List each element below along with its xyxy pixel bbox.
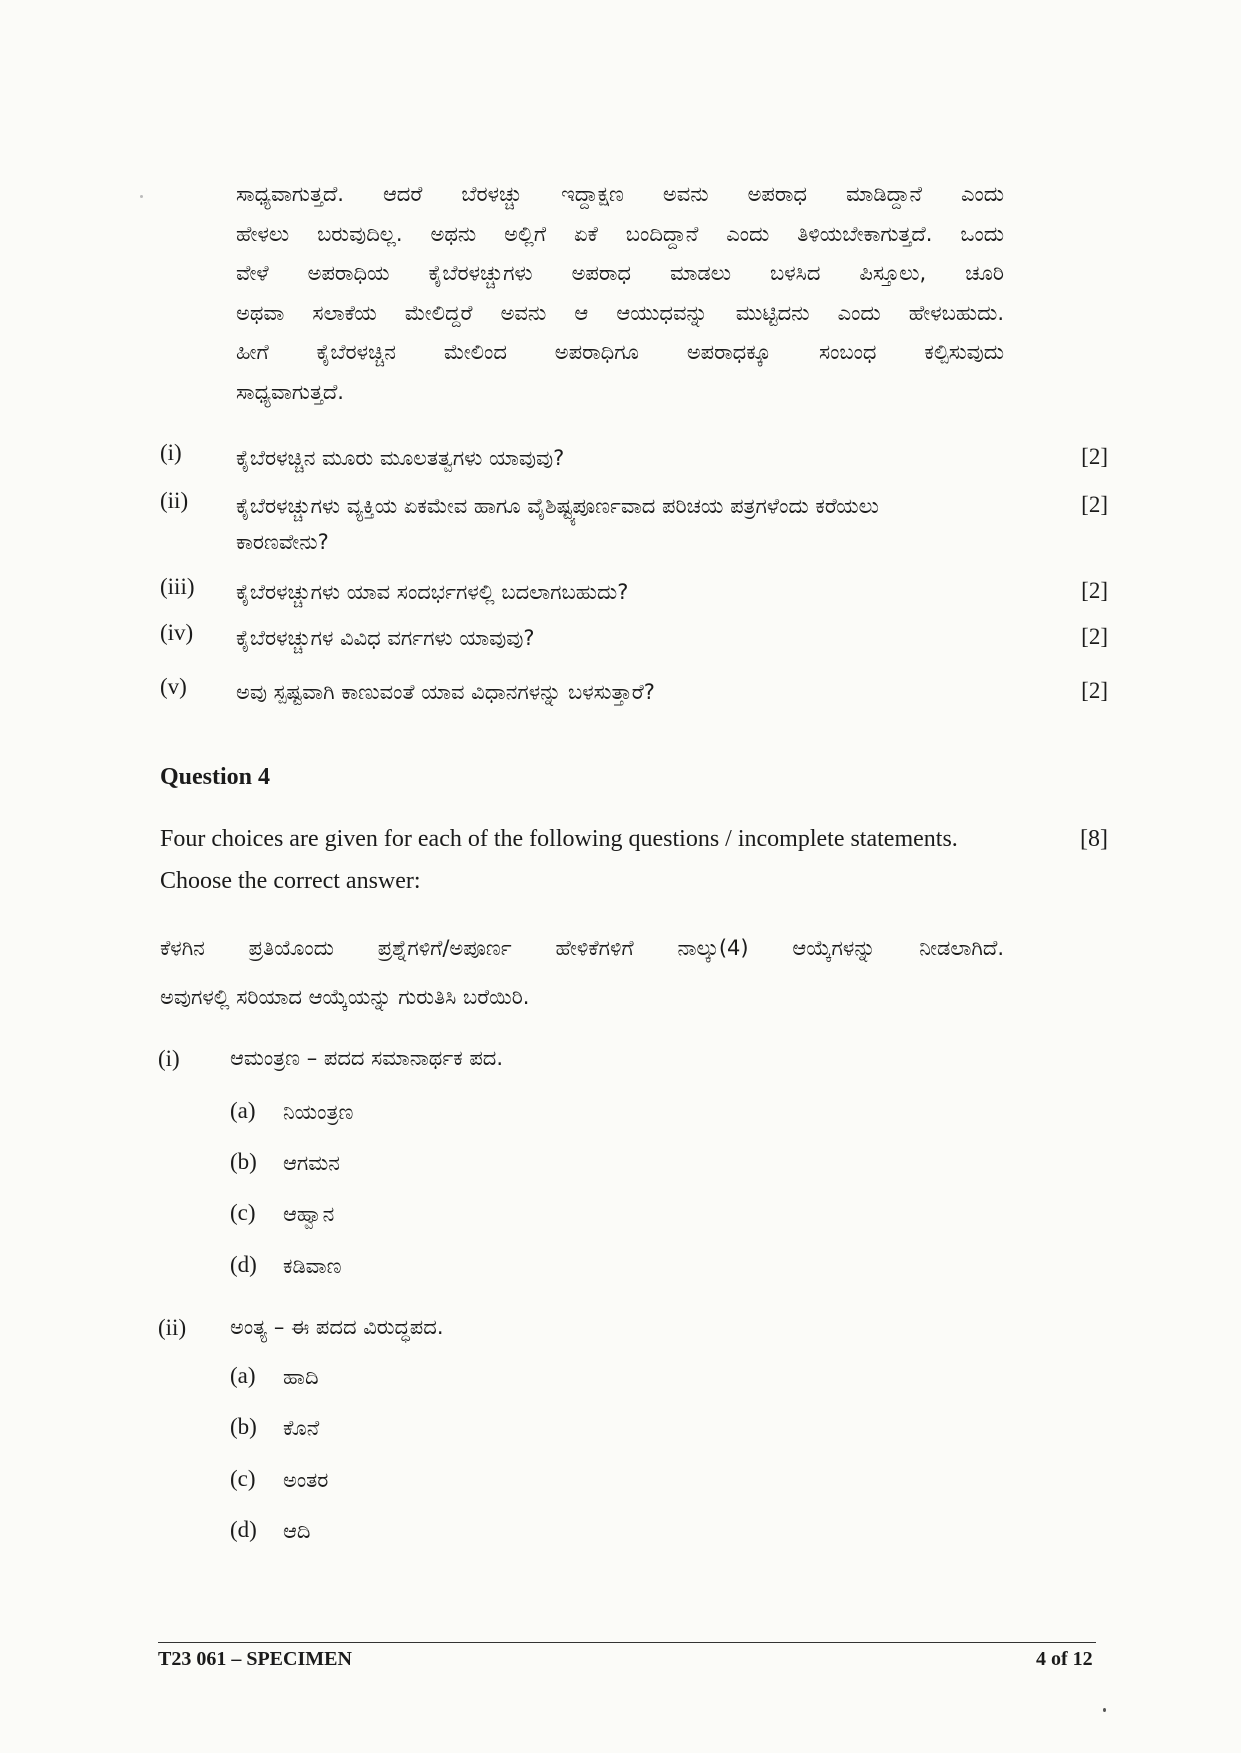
marks-label: [2] xyxy=(1081,492,1108,517)
mcq-number: (ii) xyxy=(158,1315,187,1340)
page-number: 4 of 12 xyxy=(1036,1648,1093,1670)
subquestion-text: ಕೈಬೆರಳಚ್ಚುಗಳು ವ್ಯಕ್ತಿಯ ಏಕಮೇವ ಹಾಗೂ ವೈಶಿಷ್ಟ್ಯಪೂರ್ಣವಾದ ಪರಿಚಯ ಪತ್ರಗಳೆಂದು ಕರೆಯಲು ಕಾರಣವೇನು? xyxy=(236,494,879,554)
mcq-text: ಅಂತ್ಯ – ಈ ಪದದ ವಿರುದ್ಧಪದ. xyxy=(230,1315,444,1339)
option-text: ಕೊನೆ xyxy=(283,1416,320,1440)
option-label: (a) xyxy=(230,1098,256,1123)
instruction-line: Choose the correct answer: xyxy=(160,868,421,894)
passage-line: ಸಾಧ್ಯವಾಗುತ್ತದೆ. ಆದರೆ ಬೆರಳಚ್ಚು ಇದ್ದಾಕ್ಷಣ ಅವನು ಅಪರಾಧ ಮಾಡಿದ್ದಾನೆ ಎಂದು xyxy=(236,182,1004,206)
option-label: (d) xyxy=(230,1252,257,1277)
subquestion-number: (v) xyxy=(160,674,187,699)
option-label: (c) xyxy=(230,1466,256,1491)
option-text: ಆಹ್ವಾನ xyxy=(283,1202,335,1226)
option-text: ಕಡಿವಾಣ xyxy=(283,1254,342,1278)
option-label: (d) xyxy=(230,1517,257,1542)
subquestion-number: (iii) xyxy=(160,574,195,599)
mcq-text: ಆಮಂತ್ರಣ – ಪದದ ಸಮಾನಾರ್ಥಕ ಪದ. xyxy=(230,1046,504,1070)
subquestion-number: (ii) xyxy=(160,488,189,513)
subquestion-text: ಕೈಬೆರಳಚ್ಚುಗಳು ಯಾವ ಸಂದರ್ಭಗಳಲ್ಲಿ ಬದಲಾಗಬಹುದು? xyxy=(236,580,629,604)
margin-speck xyxy=(1103,1708,1106,1712)
option-text: ಹಾದಿ xyxy=(283,1365,319,1389)
passage-line: ಸಾಧ್ಯವಾಗುತ್ತದೆ. xyxy=(236,379,344,404)
marks-label: [2] xyxy=(1081,444,1108,469)
english-instruction xyxy=(160,818,1108,902)
subquestion-number: (iv) xyxy=(160,620,194,645)
margin-speck xyxy=(140,195,143,198)
instruction-line: Four choices are given for each of the following questions / incomplete statements. xyxy=(160,826,958,852)
marks-label: [2] xyxy=(1081,578,1108,603)
footer-divider xyxy=(158,1642,1096,1643)
instruction-line: ಅವುಗಳಲ್ಲಿ ಸರಿಯಾದ ಆಯ್ಕೆಯನ್ನು ಗುರುತಿಸಿ ಬರೆಯಿರಿ. xyxy=(160,985,530,1009)
paper-code: T23 061 – SPECIMEN xyxy=(158,1648,352,1670)
kannada-instruction xyxy=(160,924,1004,1022)
option-text: ನಿಯಂತ್ರಣ xyxy=(283,1100,354,1124)
question-heading: Question 4 xyxy=(160,764,271,790)
option-label: (c) xyxy=(230,1200,256,1225)
mcq-number: (i) xyxy=(158,1046,180,1071)
subquestion-text: ಅವು ಸ್ಪಷ್ಟವಾಗಿ ಕಾಣುವಂತೆ ಯಾವ ವಿಧಾನಗಳನ್ನು ಬಳಸುತ್ತಾರೆ? xyxy=(236,680,655,704)
subquestion-number: (i) xyxy=(160,440,182,465)
subquestion-text: ಕೈಬೆರಳಚ್ಚಿನ ಮೂರು ಮೂಲತತ್ವಗಳು ಯಾವುವು? xyxy=(236,446,565,470)
marks-label: [2] xyxy=(1081,624,1108,649)
option-text: ಅಂತರ xyxy=(283,1468,329,1492)
instruction-line: ಕೆಳಗಿನ ಪ್ರತಿಯೊಂದು ಪ್ರಶ್ನೆಗಳಿಗೆ/ಅಪೂರ್ಣ ಹೇಳಿಕೆಗಳಿಗೆ ನಾಲ್ಕು(4) ಆಯ್ಕೆಗಳನ್ನು ನೀಡಲಾಗಿದೆ. xyxy=(160,936,1004,960)
passage-line: ಹೇಳಲು ಬರುವುದಿಲ್ಲ. ಅಥನು ಅಲ್ಲಿಗೆ ಏಕೆ ಬಂದಿದ್ದಾನೆ ಎಂದು ತಿಳಿಯಬೇಕಾಗುತ್ತದೆ. ಒಂದು xyxy=(236,221,1004,246)
option-label: (b) xyxy=(230,1149,257,1174)
option-text: ಆಗಮನ xyxy=(283,1151,340,1175)
comprehension-passage xyxy=(236,175,1004,412)
option-text: ಆದಿ xyxy=(283,1519,311,1543)
subquestion-text: ಕೈಬೆರಳಚ್ಚುಗಳ ವಿವಿಧ ವರ್ಗಗಳು ಯಾವುವು? xyxy=(236,626,535,650)
option-label: (b) xyxy=(230,1414,257,1439)
option-label: (a) xyxy=(230,1363,256,1388)
passage-line: ವೇಳೆ ಅಪರಾಧಿಯ ಕೈಬೆರಳಚ್ಚುಗಳು ಅಪರಾಧ ಮಾಡಲು ಬಳಸಿದ ಪಿಸ್ತೂಲು, ಚೂರಿ xyxy=(236,261,1004,285)
passage-line: ಅಥವಾ ಸಲಾಕೆಯ ಮೇಲಿದ್ದರೆ ಅವನು ಆ ಆಯುಧವನ್ನು ಮುಟ್ಟಿದನು ಎಂದು ಹೇಳಬಹುದು. xyxy=(236,300,1004,325)
marks-label: [8] xyxy=(1080,826,1108,852)
passage-line: ಹೀಗೆ ಕೈಬೆರಳಚ್ಚಿನ ಮೇಲಿಂದ ಅಪರಾಧಿಗೂ ಅಪರಾಧಕ್ಕೂ ಸಂಬಂಧ ಕಲ್ಪಿಸುವುದು xyxy=(236,340,1004,364)
marks-label: [2] xyxy=(1081,678,1108,703)
